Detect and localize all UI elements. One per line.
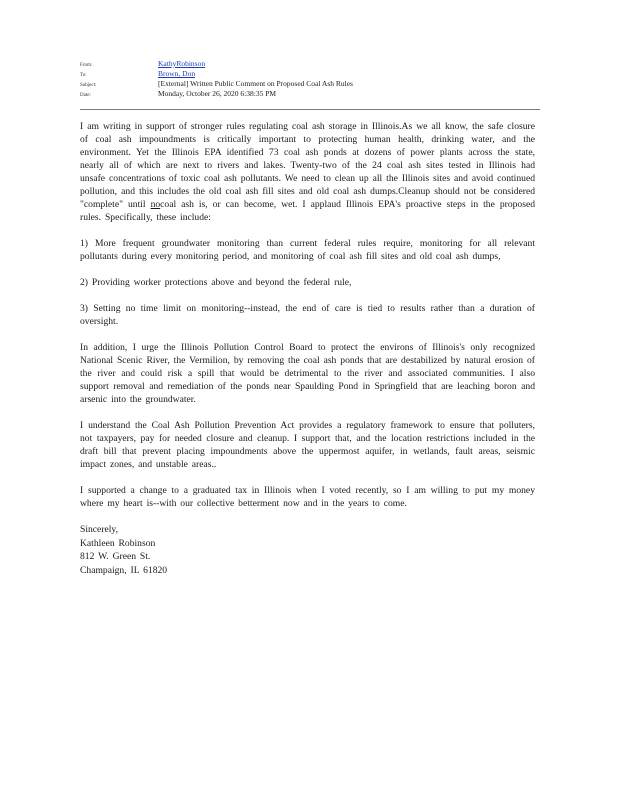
from-row bbox=[80, 59, 540, 69]
to-row bbox=[80, 69, 540, 79]
from-label: From: bbox=[80, 63, 93, 68]
date-row bbox=[80, 89, 540, 99]
signature-block bbox=[80, 523, 535, 577]
to-link[interactable]: Brown, Don bbox=[158, 69, 196, 78]
body-paragraph-4: I supported a change to a graduated tax in Illinois when I voted recently, so I am willing to put my money where my heart is--with our collective betterment now and in the years to come. bbox=[80, 485, 535, 509]
email-body bbox=[80, 120, 535, 577]
list-item-1: 1) More frequent groundwater monitoring than current federal rules require, monitoring for all relevant pollutants during every monitoring period, and monitoring of coal ash fill sites and old coal ash dumps, bbox=[80, 238, 535, 262]
body-paragraph-1 bbox=[80, 120, 535, 224]
email-header bbox=[80, 59, 540, 99]
body-paragraph-1-end: coal ash is, or can become, wet. I applaud Illinois EPA's proactive steps in the proposed rules. Specifically, these include: bbox=[80, 199, 536, 223]
date-label: Date: bbox=[80, 93, 91, 98]
header-divider bbox=[80, 109, 540, 110]
signature-name: Kathleen Robinson bbox=[80, 537, 156, 549]
subject-value: [External] Written Public Comment on Proposed Coal Ash Rules bbox=[158, 79, 353, 88]
list-item-2: 2) Providing worker protections above and beyond the federal rule, bbox=[80, 277, 352, 288]
underlined-no: no bbox=[150, 199, 161, 210]
subject-label: Subject: bbox=[80, 83, 97, 88]
signature-street: 812 W. Green St. bbox=[80, 551, 151, 562]
from-link[interactable]: KathyRobinson bbox=[158, 59, 206, 68]
signature-city: Champaign, IL 61820 bbox=[80, 564, 168, 576]
subject-row bbox=[80, 79, 540, 89]
body-paragraph-1-text: I am writing in support of stronger rules regulating coal ash storage in Illinois.As we all know, the safe closure of coal ash impoundments is critically important to protecting human health, drinking water, and the environment. Yet the Illinois EPA identified 73 coal ash ponds at dozens of power plants across the state, nearly all of which are next to rivers and lakes. Twenty-two of the 24 coal ash sites tested in Illinois had unsafe concentrations of toxic coal ash pollutants. We need to clean up all the Illinois sites and avoid continued pollution, and this includes the old coal ash fill sites and old coal ash dumps.Cleanup should not be considered "complete" until bbox=[80, 121, 535, 210]
body-paragraph-2: In addition, I urge the Illinois Pollution Control Board to protect the environs of Illinois's only recognized National Scenic River, the Vermilion, by removing the coal ash ponds that are destabilized by natural erosion of the river and could risk a spill that would be detrimental to the river and associated communities. I also support removal and remediation of the ponds near Spaulding Pond in Springfield that are leaching boron and arsenic into the groundwater. bbox=[80, 342, 535, 405]
to-label: To: bbox=[80, 73, 87, 78]
body-paragraph-3: I understand the Coal Ash Pollution Prevention Act provides a regulatory framework to ensure that polluters, not taxpayers, pay for needed closure and cleanup. I support that, and the location restrictions included in the draft bill that prevent placing impoundments above the uppermost aquifer, in wetlands, fault areas, seismic impact zones, and unstable areas.. bbox=[80, 420, 535, 470]
date-value: Monday, October 26, 2020 6:38:35 PM bbox=[158, 89, 277, 98]
signature-closing: Sincerely, bbox=[80, 524, 119, 535]
list-item-3: 3) Setting no time limit on monitoring--instead, the end of care is tied to results rather than a duration of oversight. bbox=[80, 303, 535, 327]
